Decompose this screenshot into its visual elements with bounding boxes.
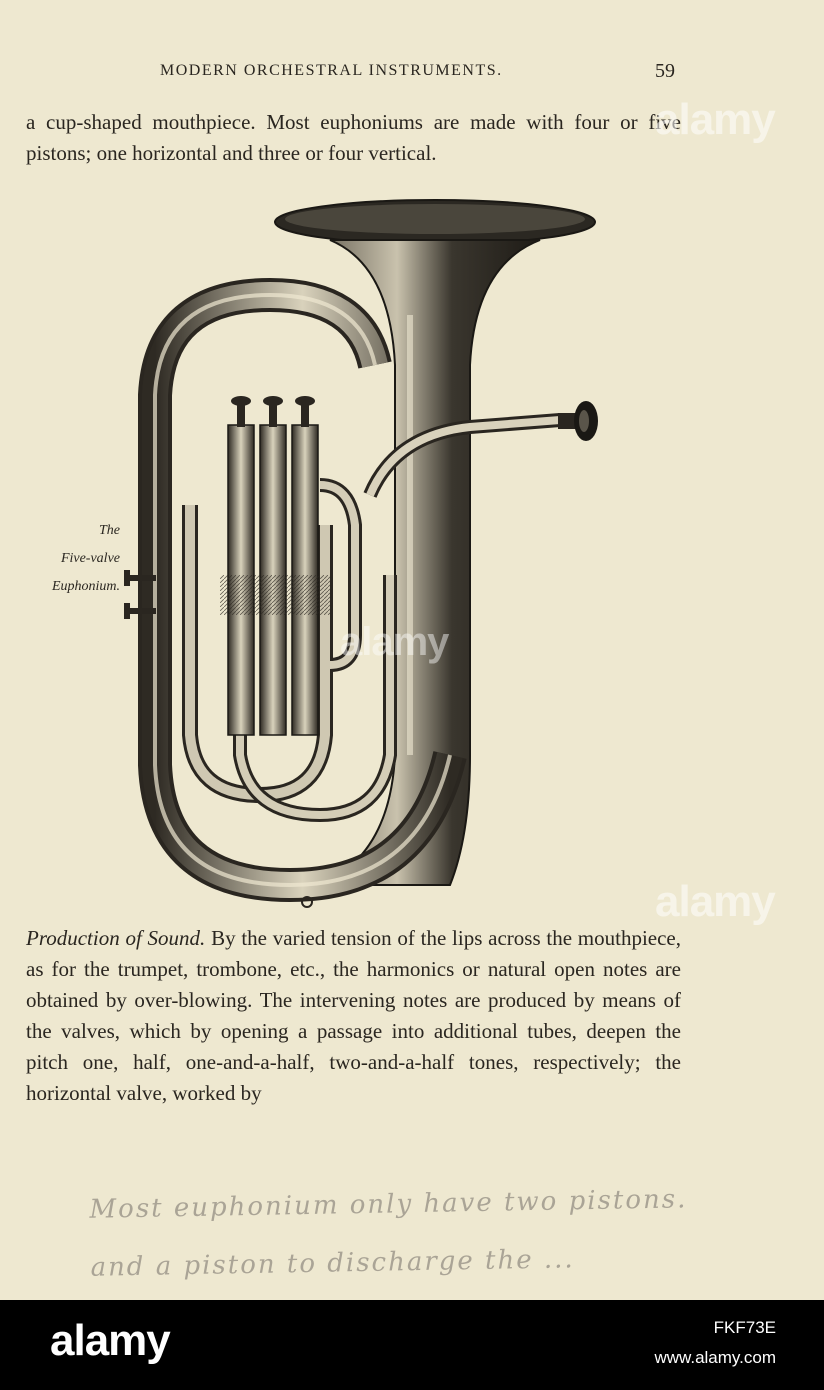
figure-caption [20, 517, 120, 601]
page-number: 59 [655, 60, 675, 82]
site-url[interactable]: www.alamy.com [654, 1348, 776, 1367]
stock-footer-bar [0, 1300, 824, 1390]
euphonium-illustration [120, 195, 610, 915]
alamy-logo[interactable]: alamy [50, 1316, 170, 1365]
section-runin-heading: Production of Sound. [26, 926, 206, 950]
image-id: FKF73E [713, 1318, 776, 1337]
watermark-logo: alamy [655, 877, 775, 926]
pencil-annotation [89, 1169, 751, 1297]
running-title: MODERN ORCHESTRAL INSTRUMENTS. [160, 62, 503, 79]
intro-paragraph: a cup-shaped mouthpiece. Most euphoniums are made with four or five pistons; one horizontal and three or four vertical. [26, 110, 681, 165]
section-body-text: By the varied tension of the lips across the mouthpiece, as for the trumpet, trombone, etc., the harmonics or natural open notes are obtained by over-blowing. The intervening notes are produced by means of the valves, which by opening a passage into additional tubes, deepen the pitch one, half, one-and-a-half, two-and-a-half tones, respectively; the horizontal valve, worked by [26, 926, 681, 1105]
watermark-logo: alamy [655, 95, 775, 144]
valve-cluster [220, 396, 330, 735]
annotation-line-2: and a piston to discharge the ... [90, 1244, 575, 1283]
production-of-sound-paragraph [26, 923, 681, 1109]
caption-line-2: Five-valve [60, 551, 120, 566]
annotation-line-1: Most euphonium only have two pistons. [89, 1184, 688, 1225]
mouthpiece [558, 401, 598, 441]
caption-line-1: The [99, 523, 120, 538]
caption-line-3: Euphonium. [51, 579, 120, 594]
watermark-logo: alamy [340, 620, 449, 664]
